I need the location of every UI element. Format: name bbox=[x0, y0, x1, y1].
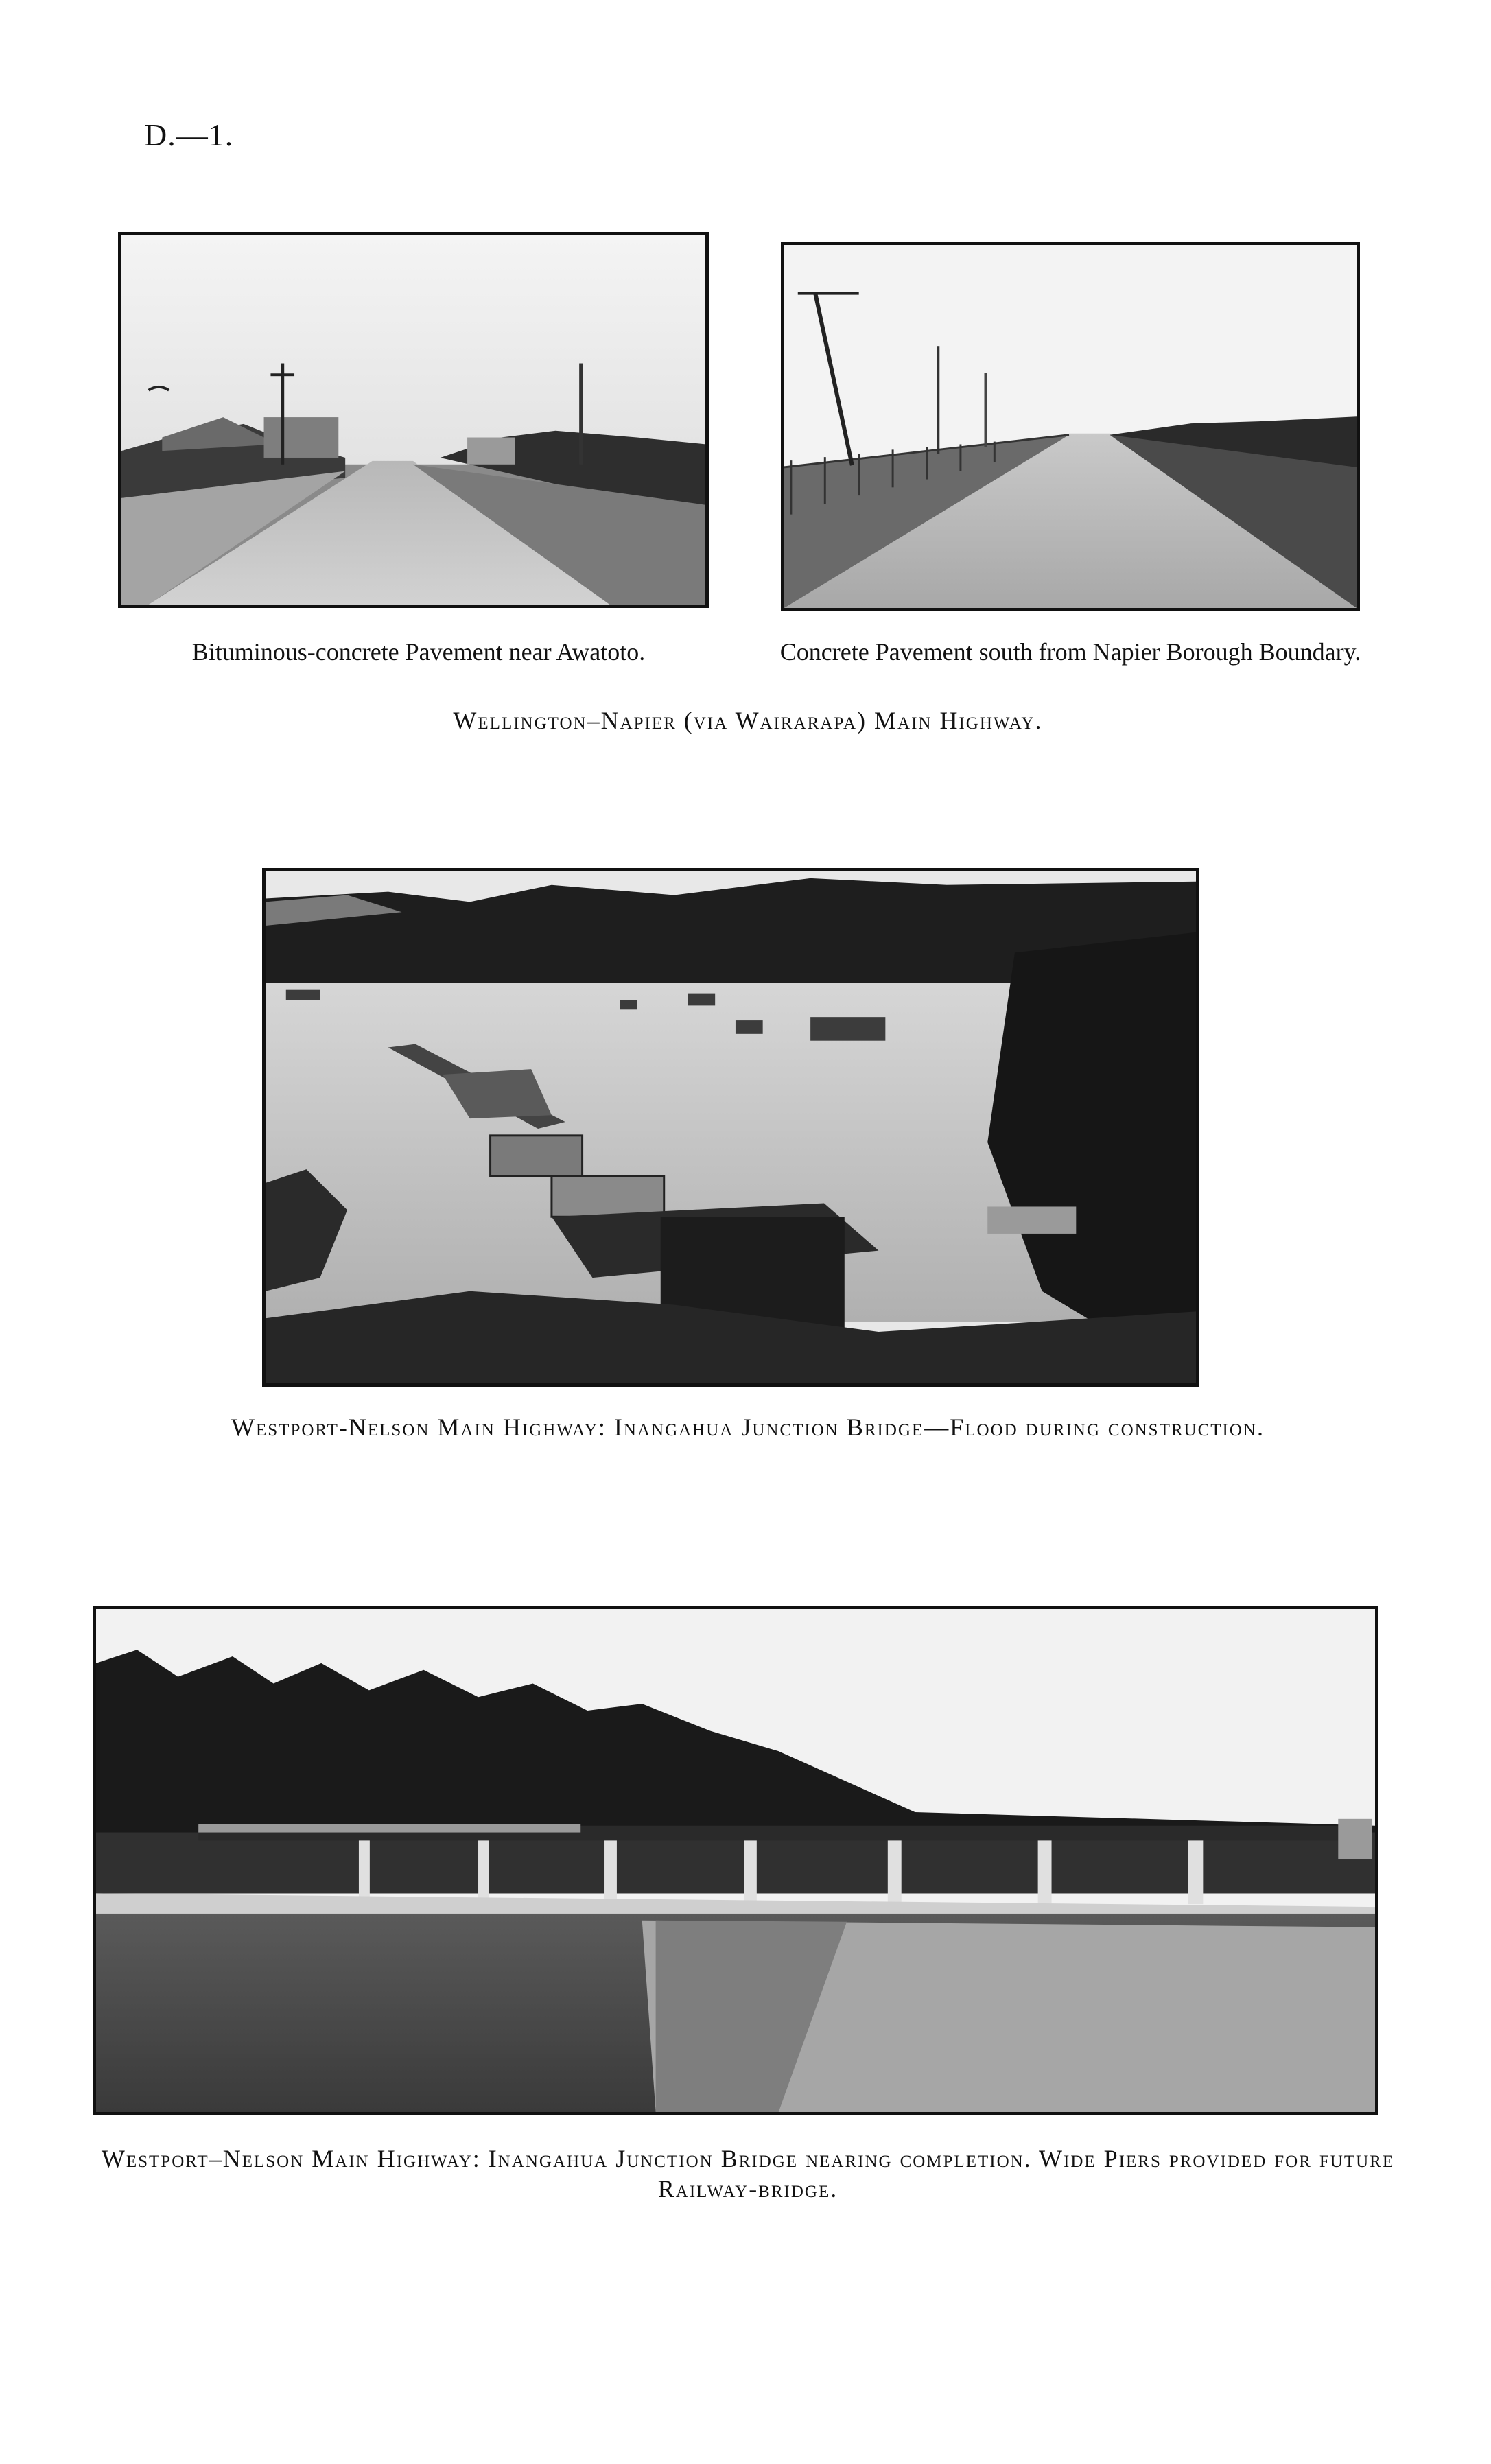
caption-inangahua-flood: Westport-Nelson Main Highway: Inangahua Junction Bridge—Flood during construction. bbox=[231, 1413, 1265, 1441]
page-reference: D.—1. bbox=[144, 117, 234, 152]
caption-inangahua-completion: Westport–Nelson Main Highway: Inangahua Junction Bridge nearing completion. Wide Piers provided for future Railway-bridge. bbox=[101, 2145, 1395, 2203]
caption-napier: Concrete Pavement south from Napier Borough Boundary. bbox=[779, 638, 1361, 666]
photo-napier-concrete-pavement bbox=[781, 242, 1360, 611]
caption-wellington-napier-highway: Wellington–Napier (via Wairarapa) Main Highway. bbox=[453, 707, 1043, 734]
photo-awatoto-pavement bbox=[118, 232, 709, 608]
caption-awatoto: Bituminous-concrete Pavement near Awatoto. bbox=[191, 638, 646, 666]
photo-inangahua-bridge-flood bbox=[262, 868, 1199, 1387]
photo-inangahua-bridge-completion bbox=[93, 1606, 1378, 2115]
